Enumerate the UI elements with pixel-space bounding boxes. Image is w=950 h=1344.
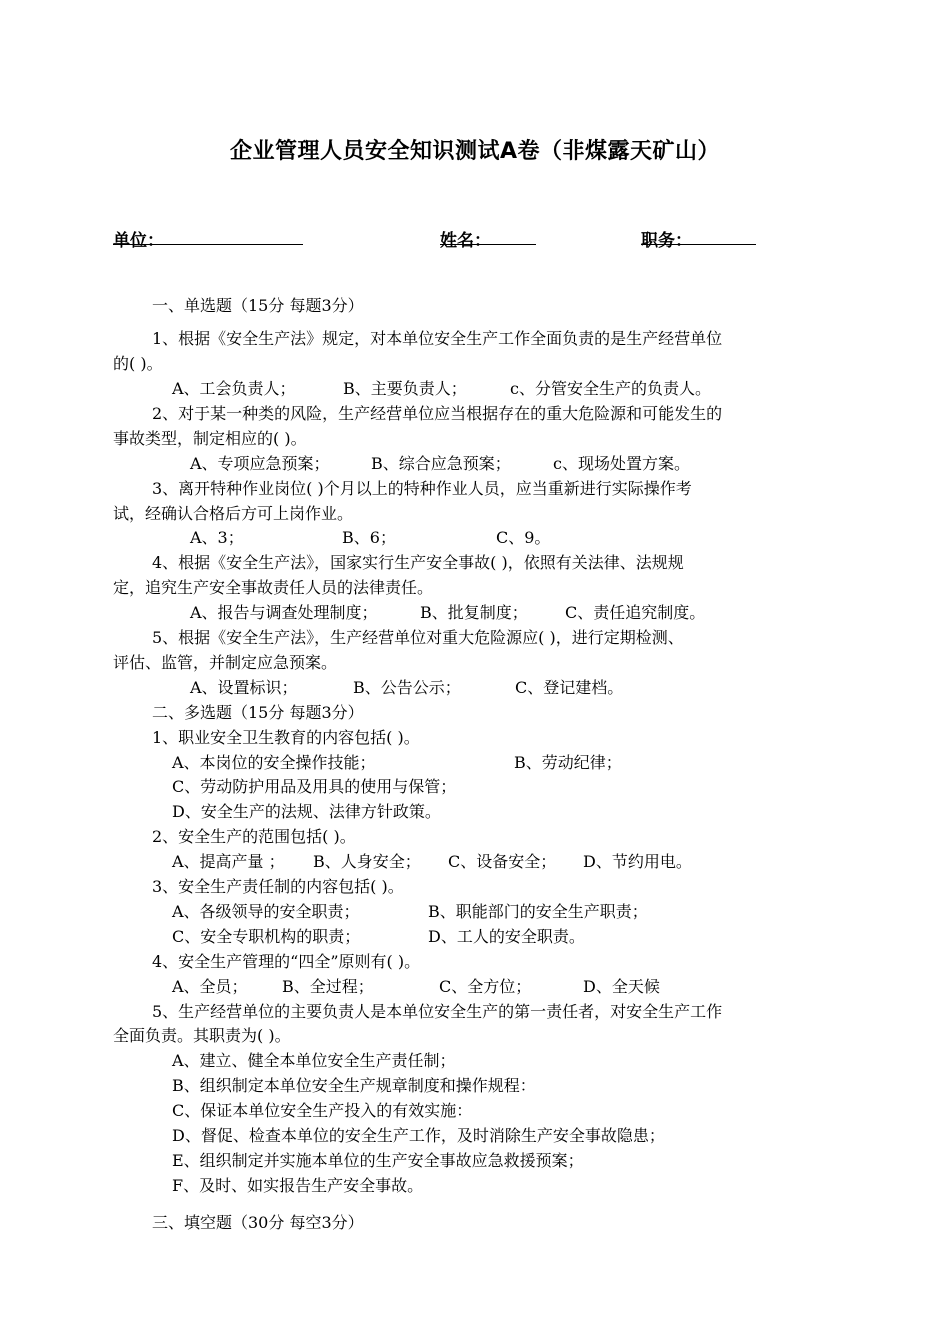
s1-q5-line2: 评估、监管，并制定应急预案。: [113, 653, 338, 672]
header-fields: [0, 226, 950, 252]
s1-q1-line1: 1、根据《安全生产法》规定，对本单位安全生产工作全面负责的是生产经营单位: [152, 329, 723, 348]
s1-q4-option-a: A、报告与调查处理制度；: [190, 603, 378, 622]
s2-q5-option-a: A、建立、健全本单位安全生产责任制；: [172, 1051, 456, 1070]
section3-heading: 三、填空题（30分 每空3分）: [152, 1213, 364, 1232]
s1-q2-option-c: c、现场处置方案。: [553, 454, 690, 473]
s1-q5-option-a: A、设置标识；: [190, 678, 298, 697]
s2-q3-option-d: D、工人的安全职责。: [428, 927, 585, 946]
s1-q5-line1: 5、根据《安全生产法》，生产经营单位对重大危险源应( )，进行定期检测、: [152, 628, 684, 647]
s1-q5-option-b: B、公告公示；: [353, 678, 461, 697]
s2-q3-option-c: C、安全专职机构的职责；: [172, 927, 361, 946]
s2-q5-option-d: D、督促、检查本单位的安全生产工作，及时消除生产安全事故隐患；: [172, 1126, 665, 1145]
section2-heading: 二、多选题（15分 每题3分）: [152, 703, 364, 722]
page-title: 企业管理人员安全知识测试A卷（非煤露天矿山）: [229, 139, 721, 164]
s2-q5-line1: 5、生产经营单位的主要负责人是本单位安全生产的第一责任者，对安全生产工作: [152, 1002, 723, 1021]
s1-q4-line1: 4、根据《安全生产法》，国家实行生产安全事故( )，依照有关法律、法规规: [152, 553, 684, 572]
s2-q5-line2: 全面负责。其职责为( )。: [113, 1026, 291, 1045]
s2-q2-option-b: B、人身安全；: [313, 852, 421, 871]
s2-q2-option-d: D、节约用电。: [583, 852, 692, 871]
s2-q1-option-d: D、安全生产的法规、法律方针政策。: [172, 802, 441, 821]
s1-q2-line2: 事故类型，制定相应的( )。: [113, 429, 307, 448]
s2-q4-stem: 4、安全生产管理的“四全”原则有( )。: [152, 952, 421, 971]
unit-label: 单位：: [113, 231, 164, 251]
name-blank-line[interactable]: [440, 226, 536, 245]
s2-q1-option-a: A、本岗位的安全操作技能；: [172, 753, 376, 772]
position-blank-line[interactable]: [641, 226, 756, 245]
s1-q1-option-c: c、分管安全生产的负责人。: [510, 379, 711, 398]
s1-q3-line1: 3、离开特种作业岗位( )个月以上的特种作业人员，应当重新进行实际操作考: [152, 479, 692, 498]
s2-q2-option-c: C、设备安全；: [448, 852, 557, 871]
s1-q3-option-a: A、3；: [190, 528, 244, 547]
s1-q1-option-a: A、工会负责人；: [172, 379, 296, 398]
s1-q3-line2: 试，经确认合格后方可上岗作业。: [113, 504, 354, 523]
s2-q5-option-c: C、保证本单位安全生产投入的有效实施：: [172, 1101, 473, 1120]
s2-q5-option-e: E、组织制定并实施本单位的生产安全事故应急救援预案；: [172, 1151, 584, 1170]
unit-field: [113, 226, 164, 251]
name-label: 姓名：: [440, 231, 491, 251]
s1-q4-option-c: C、责任追究制度。: [565, 603, 706, 622]
s2-q1-option-b: B、劳动纪律；: [514, 753, 622, 772]
s2-q3-option-b: B、职能部门的安全生产职责；: [428, 902, 648, 921]
s1-q2-option-a: A、专项应急预案；: [190, 454, 330, 473]
s2-q4-option-d: D、全天候: [583, 977, 660, 996]
s2-q2-option-a: A、提高产量 ；: [172, 852, 285, 871]
s1-q3-option-c: C、9。: [496, 528, 551, 547]
s2-q3-stem: 3、安全生产责任制的内容包括( )。: [152, 877, 404, 896]
s1-q1-option-b: B、主要负责人；: [343, 379, 467, 398]
s2-q3-option-a: A、各级领导的安全职责；: [172, 902, 360, 921]
position-field: [641, 226, 692, 251]
section1-heading: 一、单选题（15分 每题3分）: [152, 296, 364, 315]
s2-q1-stem: 1、职业安全卫生教育的内容包括( )。: [152, 728, 420, 747]
unit-blank-line[interactable]: [113, 226, 303, 245]
s2-q4-option-b: B、全过程；: [282, 977, 374, 996]
s2-q2-stem: 2、安全生产的范围包括( )。: [152, 827, 356, 846]
position-label: 职务：: [641, 231, 692, 251]
s2-q5-option-f: F、及时、如实报告生产安全事故。: [172, 1176, 424, 1195]
s1-q1-line2: 的( )。: [113, 354, 163, 373]
s1-q3-option-b: B、6；: [342, 528, 396, 547]
s1-q2-option-b: B、综合应急预案；: [371, 454, 511, 473]
s1-q5-option-c: C、登记建档。: [515, 678, 624, 697]
s1-q4-line2: 定，追究生产安全事故责任人员的法律责任。: [113, 578, 434, 597]
name-field: [440, 226, 491, 251]
s2-q5-option-b: B、组织制定本单位安全生产规章制度和操作规程：: [172, 1076, 536, 1095]
s1-q2-line1: 2、对于某一种类的风险，生产经营单位应当根据存在的重大危险源和可能发生的: [152, 404, 723, 423]
s2-q1-option-c: C、劳动防护用品及用具的使用与保管；: [172, 777, 457, 796]
s1-q4-option-b: B、批复制度；: [420, 603, 528, 622]
s2-q4-option-a: A、全员；: [172, 977, 248, 996]
s2-q4-option-c: C、全方位；: [439, 977, 532, 996]
